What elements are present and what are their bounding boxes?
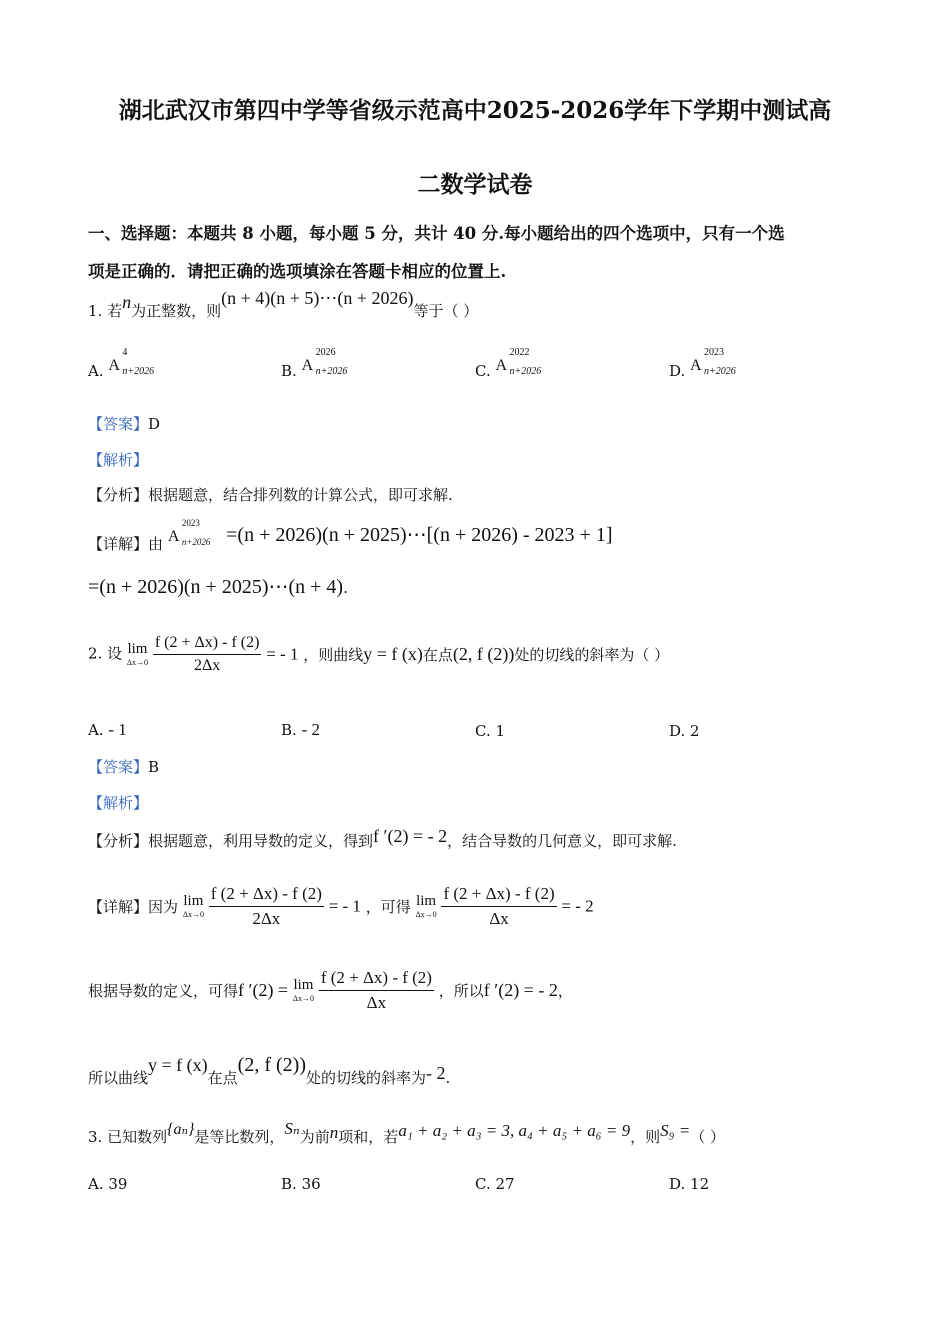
answer-tag: 【答案】 — [88, 415, 149, 433]
detail-tag: 【详解】 — [88, 535, 149, 553]
q2-eq: = - 1 — [266, 644, 299, 664]
perm-sub: n+2026 — [704, 366, 736, 377]
fenxi-text: 根据题意，结合排列数的计算公式，即可求解. — [148, 486, 453, 504]
perm-symbol: A — [301, 357, 314, 374]
q2-detail-line3 — [88, 968, 573, 1013]
line3-fraction — [319, 968, 434, 1013]
q1-option-a — [88, 347, 155, 381]
title-line2: 二数学试卷 — [417, 171, 533, 198]
line4-text-b: 处的切线的斜率为 — [305, 1069, 426, 1087]
title-line1: 湖北武汉市第四中学等省级示范高中2025-2026学年下学期中测试高 — [118, 97, 832, 124]
line3-result: f ′(2) = - 2 — [483, 980, 558, 1000]
frac-num: f (2 + Δx) - f (2) — [209, 884, 324, 907]
q2-mid: ，则曲线 — [303, 646, 364, 664]
perm-symbol: A — [108, 357, 120, 374]
q2-option-d-label: D. — [669, 722, 686, 740]
fenxi-expr: f ′(2) = - 2 — [373, 826, 448, 846]
q2-lim — [127, 642, 148, 667]
perm-sup: 4 — [122, 347, 128, 358]
q2-curve: y = f (x) — [363, 644, 423, 664]
q3-sequence: {aₙ} — [167, 1121, 195, 1138]
line4-curve: y = f (x) — [148, 1055, 208, 1075]
frac-den: Δx — [366, 993, 387, 1012]
q3-prefix: 3. 已知数列 — [88, 1128, 168, 1146]
q3-option-c — [475, 1175, 515, 1193]
q3-condition: a₁ + a₂ + a₃ = 3, a₄ + a₅ + a₆ = 9 — [398, 1121, 631, 1140]
q2-detail — [88, 884, 594, 929]
q1-option-a-label: A. — [88, 362, 104, 380]
q2-option-d — [669, 722, 700, 740]
q2-option-b-value: - 2 — [301, 720, 320, 739]
q3-s9: S₉ = — [660, 1121, 691, 1140]
perm-symbol: A — [167, 528, 180, 545]
q3-option-a-value: 39 — [108, 1175, 128, 1193]
q3-sn: Sₙ — [284, 1119, 300, 1138]
line4-text-a: 所以曲线 — [88, 1069, 149, 1087]
q2-answer — [88, 756, 159, 777]
q1-mid: 为正整数，则 — [131, 302, 222, 320]
frac-den: 2Δx — [193, 657, 221, 674]
lim-sub: Δx→0 — [292, 994, 315, 1003]
line3-expr: f ′(2) = — [238, 980, 289, 1000]
lim-word: lim — [293, 977, 314, 993]
q3-option-b-value: 36 — [301, 1175, 321, 1193]
answer-tag: 【答案】 — [88, 758, 149, 776]
perm-sup: 2023 — [181, 518, 200, 528]
q2-fenxi — [88, 826, 677, 851]
line4-end: . — [445, 1069, 451, 1087]
q3-option-b — [281, 1175, 321, 1193]
line3-end: ， — [557, 982, 573, 1000]
detail-fraction-2 — [441, 884, 556, 929]
q1-option-b-perm — [301, 347, 348, 377]
q3-option-d — [669, 1175, 709, 1193]
answer-value: B — [148, 758, 160, 776]
perm-sub: n+2026 — [181, 537, 211, 547]
line4-value: - 2 — [426, 1063, 446, 1083]
q1-option-d-label: D. — [669, 362, 686, 380]
q2-analysis-tag: 【解析】 — [88, 794, 149, 812]
q1-prefix: 1. 若 — [88, 302, 123, 320]
q2-option-c-label: C. — [475, 722, 491, 740]
q1-stem — [88, 288, 479, 321]
q3-option-a — [88, 1175, 127, 1193]
perm-sub: n+2026 — [315, 366, 348, 377]
q3-n: n — [329, 1123, 339, 1142]
fenxi-text-b: ，结合导数的几何意义，即可求解. — [447, 832, 677, 850]
q1-detail-perm — [167, 518, 211, 547]
q3-option-a-label: A. — [88, 1175, 104, 1193]
q3-option-b-label: B. — [281, 1175, 297, 1193]
detail-text-a: 因为 — [148, 898, 179, 916]
line4-at: 在点 — [207, 1069, 238, 1087]
perm-sup: 2023 — [704, 347, 725, 358]
q2-point: (2, f (2)) — [452, 644, 515, 664]
detail-eq-2: = - 2 — [561, 896, 594, 916]
q1-detail-line2-expr: =(n + 2026)(n + 2025)⋯(n + 4) — [88, 576, 344, 598]
q1-option-b — [281, 347, 348, 381]
q1-option-c-perm — [495, 347, 542, 377]
q2-detail-line4 — [88, 1054, 451, 1087]
q1-detail-expr: =(n + 2026)(n + 2025)⋯[(n + 2026) - 2023 + 1] — [226, 524, 613, 546]
q2-at: 在点 — [422, 646, 453, 664]
line3-text-b: ，所以 — [438, 982, 484, 1000]
q3-option-d-value: 12 — [690, 1175, 710, 1193]
q3-mid2: 为前 — [299, 1128, 330, 1146]
q1-analysis-tag: 【解析】 — [88, 451, 149, 469]
frac-num: f (2 + Δx) - f (2) — [319, 968, 434, 991]
detail-lim-2 — [416, 894, 437, 919]
detail-fraction-1 — [209, 884, 324, 929]
q1-option-c-label: C. — [475, 362, 491, 380]
q1-detail-end: . — [343, 579, 348, 597]
detail-lim-1 — [183, 894, 204, 919]
fenxi-tag: 【分析】 — [88, 832, 149, 850]
perm-sub: n+2026 — [509, 366, 542, 377]
q1-fenxi — [88, 484, 453, 505]
q1-option-d — [669, 347, 736, 381]
q3-option-c-value: 27 — [495, 1175, 515, 1193]
lim-word: lim — [416, 893, 437, 909]
q2-option-b-label: B. — [281, 721, 297, 739]
q2-option-b — [281, 720, 320, 740]
section-heading-line2: 项是正确的．请把正确的选项填涂在答题卡相应的位置上. — [88, 262, 507, 281]
frac-den: Δx — [489, 909, 509, 928]
frac-den: 2Δx — [252, 909, 281, 928]
line4-point: (2, f (2)) — [237, 1054, 306, 1076]
lim-word: lim — [127, 641, 148, 657]
q3-mid3: 项和，若 — [338, 1128, 399, 1146]
q1-expr: (n + 4)(n + 5)⋯(n + 2026) — [221, 288, 414, 308]
perm-symbol: A — [495, 357, 508, 374]
lim-word: lim — [183, 893, 204, 909]
perm-sub: n+2026 — [122, 366, 155, 377]
perm-sup: 2026 — [315, 347, 336, 358]
lim-sub: Δx→0 — [182, 910, 204, 919]
frac-num: f (2 + Δx) - f (2) — [441, 884, 556, 907]
detail-tag: 【详解】 — [88, 898, 149, 916]
q1-option-c — [475, 347, 542, 381]
q3-mid4: ，则 — [630, 1128, 661, 1146]
q2-prefix: 2. 设 — [88, 644, 123, 663]
q3-stem — [88, 1118, 726, 1146]
q1-option-b-label: B. — [281, 362, 297, 380]
q1-option-a-perm — [108, 347, 155, 377]
q1-answer — [88, 413, 160, 434]
q3-option-d-label: D. — [669, 1175, 686, 1193]
perm-symbol: A — [690, 357, 702, 374]
lim-sub: Δx→0 — [415, 910, 437, 919]
q1-detail — [88, 518, 613, 555]
q1-suffix: 等于（ ） — [413, 302, 479, 320]
answer-value: D — [148, 415, 161, 433]
q2-option-a-value: - 1 — [108, 720, 127, 739]
fenxi-text-a: 根据题意，利用导数的定义，得到 — [148, 832, 374, 850]
section-heading-line1: 一、选择题：本题共 8 小题，每小题 5 分，共计 40 分.每小题给出的四个选项中，只有一个选 — [88, 224, 785, 243]
q2-fraction — [153, 634, 262, 675]
fenxi-tag: 【分析】 — [88, 486, 149, 504]
q2-option-a-label: A. — [88, 721, 104, 739]
lim-sub: Δx→0 — [126, 658, 149, 667]
q1-n: n — [122, 292, 132, 312]
q2-stem — [88, 634, 669, 675]
q2-option-c-value: 1 — [495, 722, 506, 740]
detail-text-b: ，可得 — [365, 898, 411, 916]
q2-suffix: 处的切线的斜率为（ ） — [514, 646, 670, 664]
perm-sup: 2022 — [509, 347, 530, 358]
q3-mid1: 是等比数列， — [194, 1128, 285, 1146]
detail-eq-1: = - 1 — [328, 896, 361, 916]
line3-text-a: 根据导数的定义，可得 — [88, 982, 239, 1000]
q1-option-d-perm — [690, 347, 736, 377]
q3-option-c-label: C. — [475, 1175, 491, 1193]
frac-num: f (2 + Δx) - f (2) — [153, 634, 262, 655]
q1-detail-line2 — [88, 574, 348, 599]
q2-option-a — [88, 720, 127, 740]
detail-pre: 由 — [148, 535, 164, 553]
q2-option-d-value: 2 — [690, 722, 700, 740]
line3-lim — [293, 978, 314, 1003]
q2-option-c — [475, 722, 505, 740]
q3-suffix: （ ） — [690, 1128, 726, 1146]
